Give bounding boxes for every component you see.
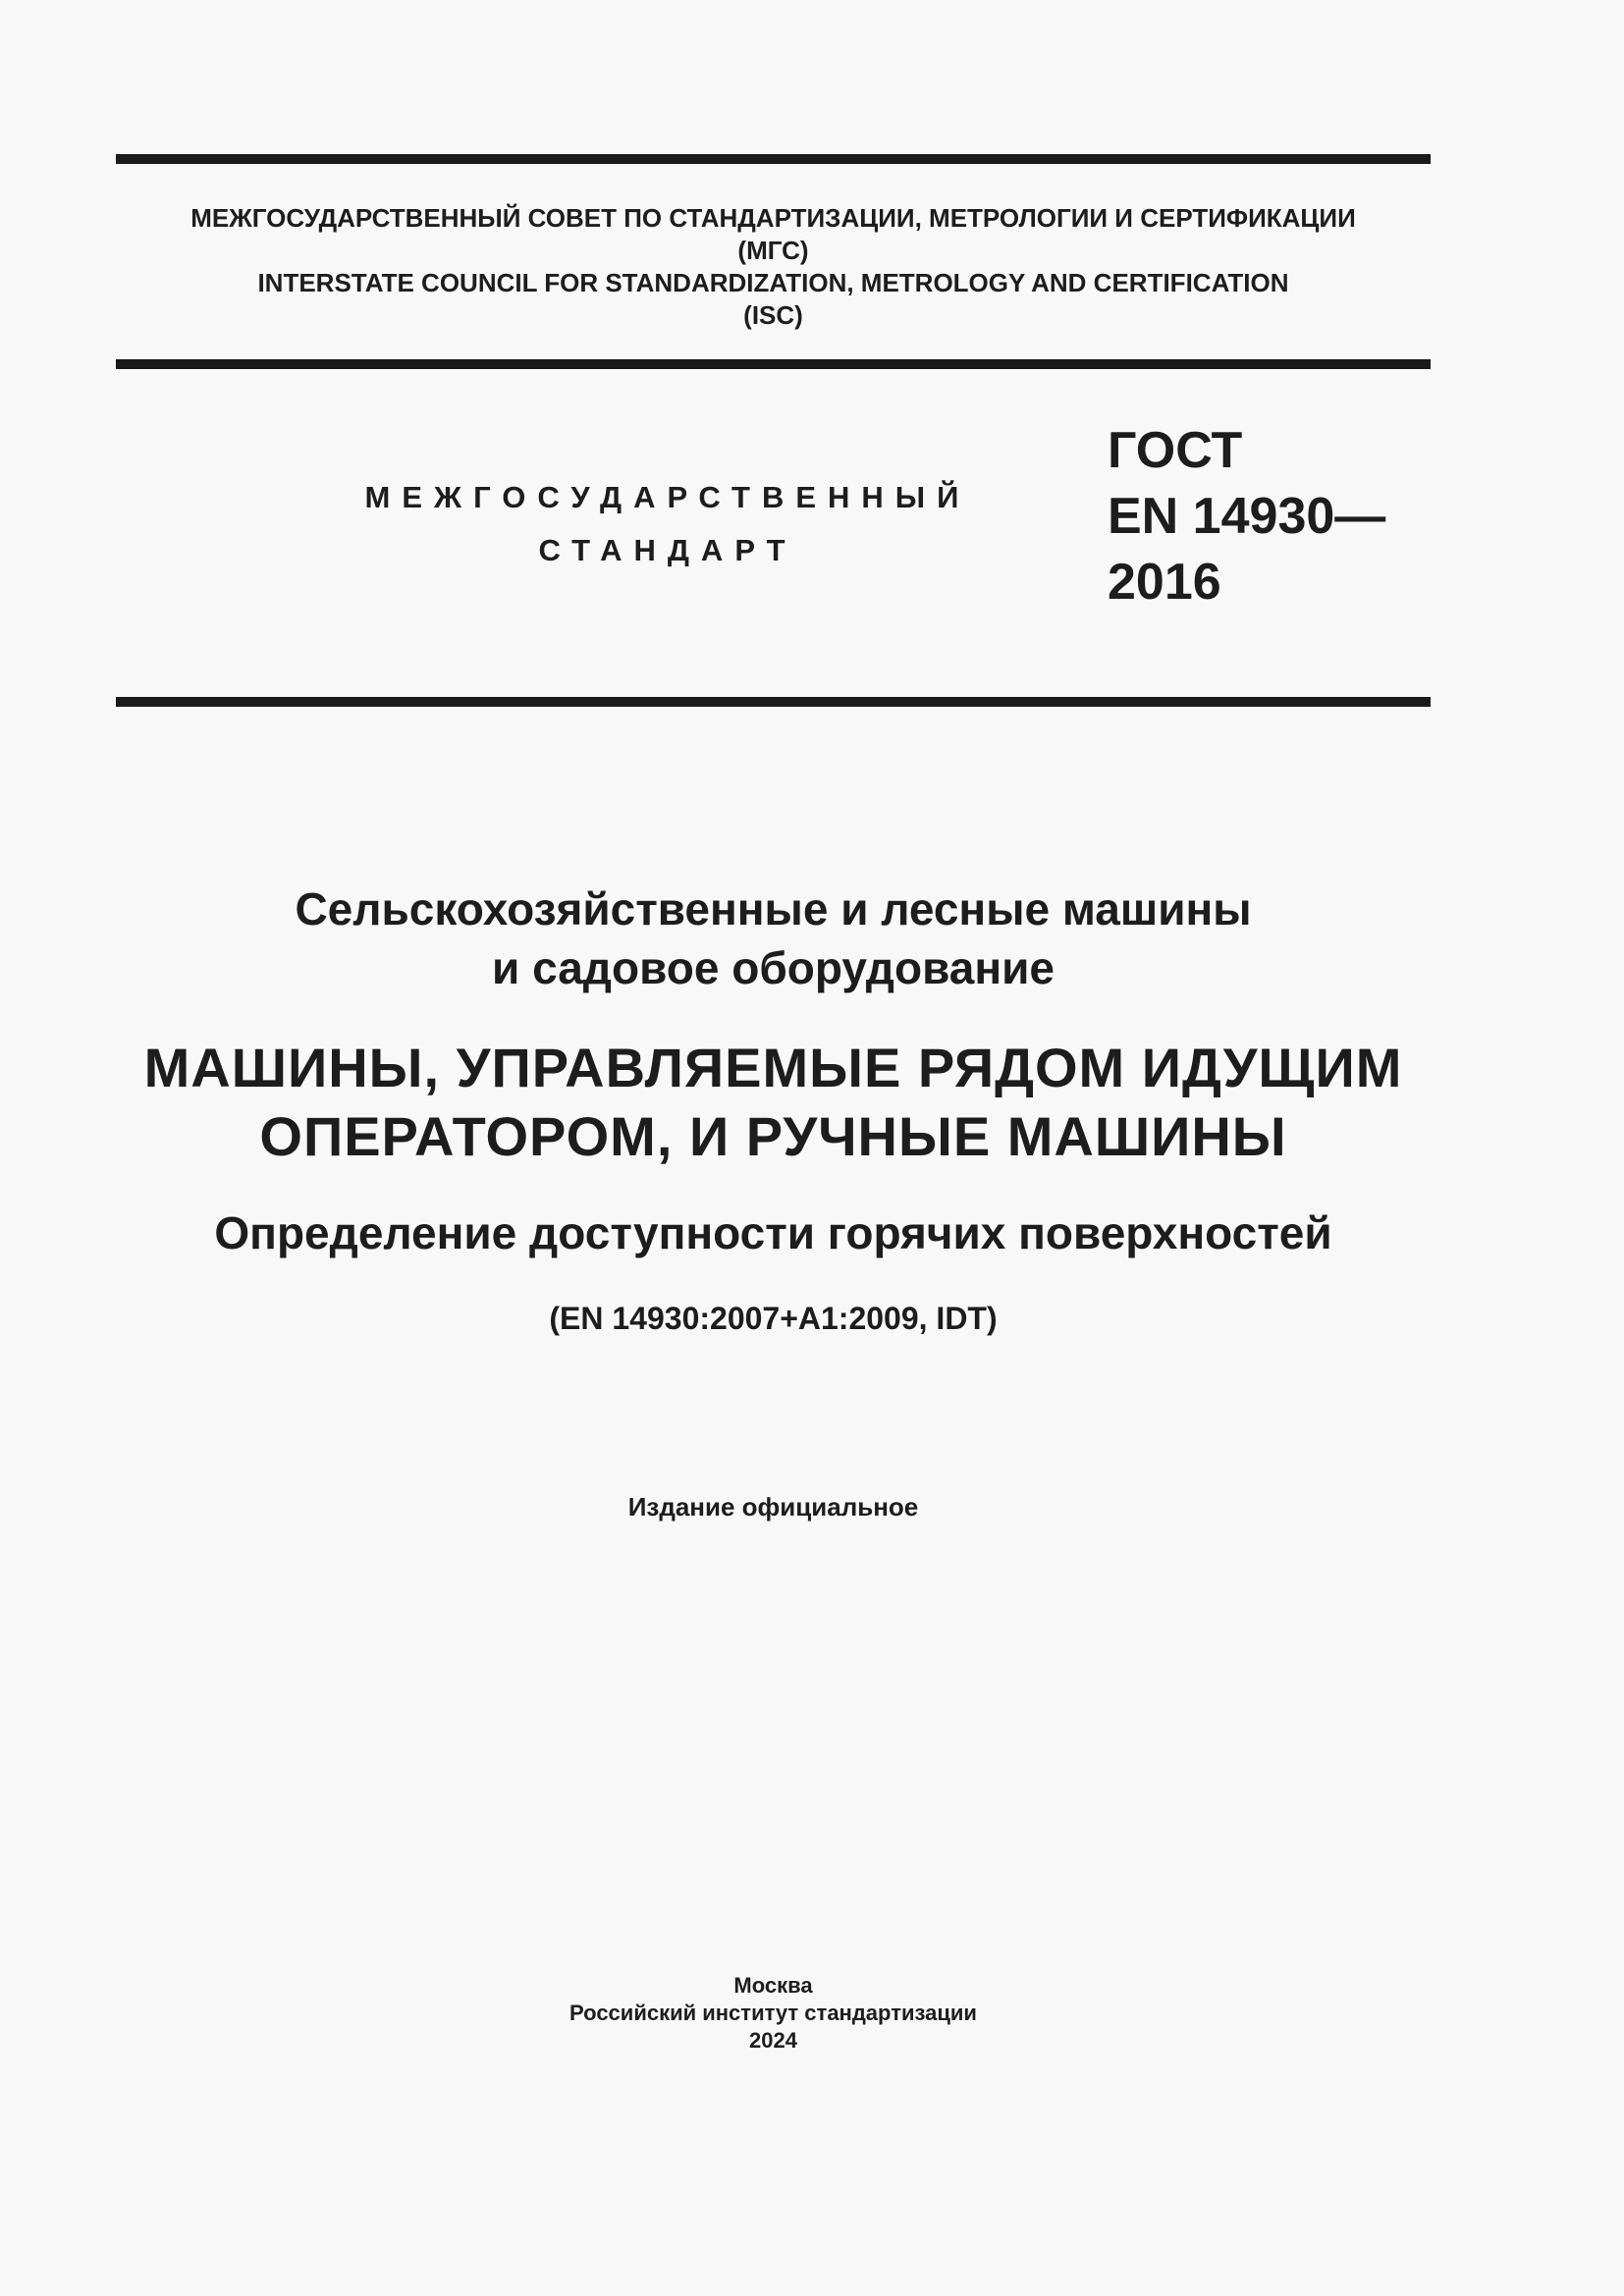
header-bottom-rule bbox=[116, 697, 1431, 707]
council-abbr-ru: (МГС) bbox=[737, 236, 809, 265]
council-name-en: INTERSTATE COUNCIL FOR STANDARDIZATION, METROLOGY AND CERTIFICATION bbox=[257, 268, 1289, 297]
edition-text: Издание официальное bbox=[627, 1492, 919, 1522]
imprint-city: Москва bbox=[733, 1973, 813, 1998]
subject-line1: Сельскохозяйственные и лесные машины bbox=[295, 883, 1252, 934]
subject-title bbox=[116, 880, 1431, 997]
main-title-line1: МАШИНЫ, УПРАВЛЯЕМЫЕ РЯДОМ ИДУЩИМ bbox=[143, 1037, 1403, 1098]
imprint bbox=[116, 1972, 1431, 2055]
standard-label-line1: МЕЖГОСУДАРСТВЕННЫЙ bbox=[364, 480, 971, 514]
edition-note bbox=[116, 1490, 1431, 1523]
imprint-publisher: Российский институт стандартизации bbox=[569, 2001, 977, 2025]
council-bottom-rule bbox=[116, 359, 1431, 369]
council-header bbox=[116, 202, 1431, 332]
designation-line3: 2016 bbox=[1108, 554, 1221, 611]
designation-line1: ГОСТ bbox=[1108, 422, 1243, 479]
council-name-ru: МЕЖГОСУДАРСТВЕННЫЙ СОВЕТ ПО СТАНДАРТИЗАЦИИ, МЕТРОЛОГИИ И СЕРТИФИКАЦИИ bbox=[190, 203, 1356, 233]
equivalence-text: (EN 14930:2007+A1:2009, IDT) bbox=[549, 1301, 998, 1336]
designation-line2: EN 14930— bbox=[1108, 488, 1386, 545]
standard-designation bbox=[1108, 418, 1385, 615]
imprint-year: 2024 bbox=[749, 2028, 797, 2053]
equivalence-note bbox=[116, 1298, 1431, 1339]
standard-label bbox=[324, 471, 1011, 577]
subject-line2: и садовое оборудование bbox=[492, 942, 1055, 993]
council-abbr-en: (ISC) bbox=[743, 300, 803, 330]
main-title-line2: ОПЕРАТОРОМ, И РУЧНЫЕ МАШИНЫ bbox=[259, 1105, 1287, 1167]
top-rule bbox=[116, 154, 1431, 164]
subtitle bbox=[116, 1203, 1431, 1262]
standard-label-line2: СТАНДАРТ bbox=[538, 533, 797, 567]
subtitle-text: Определение доступности горячих поверхностей bbox=[214, 1207, 1332, 1258]
main-title bbox=[116, 1034, 1431, 1171]
